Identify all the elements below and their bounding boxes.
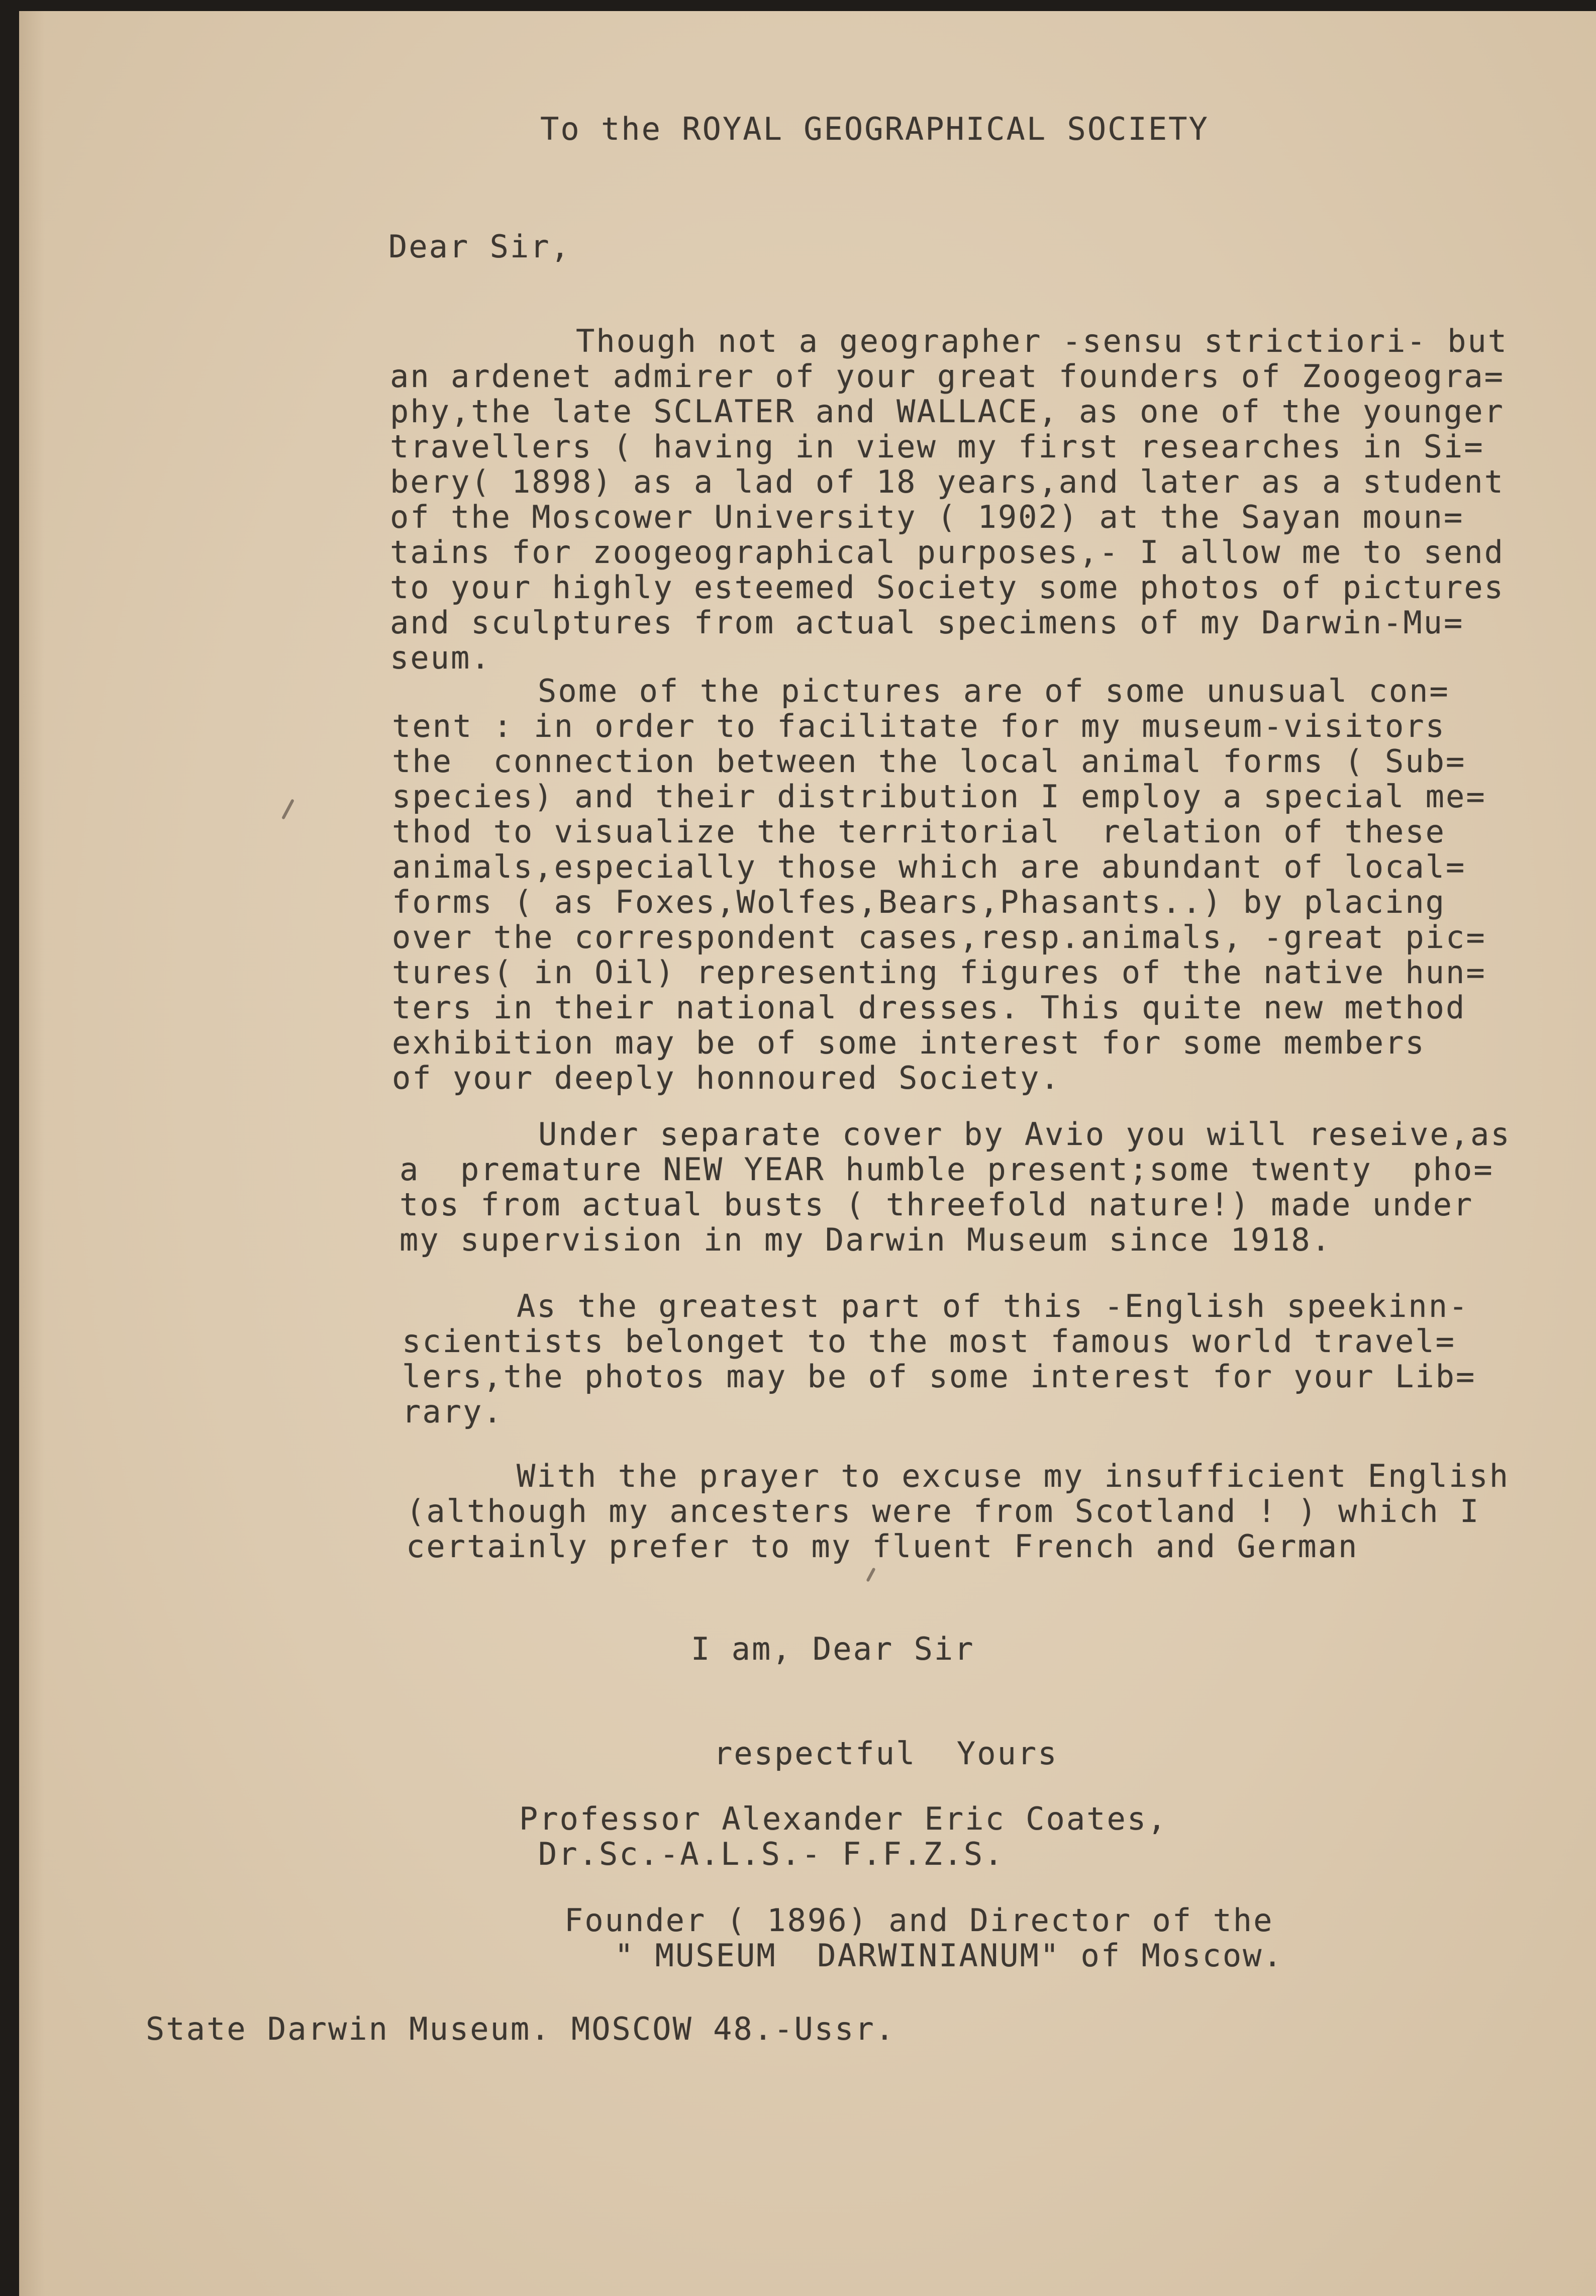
signature-degrees: Dr.Sc.-A.L.S.- F.F.Z.S. bbox=[538, 1836, 1005, 1872]
text-line: certainly prefer to my fluent French and German bbox=[406, 1528, 1359, 1565]
letter-page bbox=[19, 11, 1596, 2296]
text-line: seum. bbox=[390, 639, 491, 676]
text-line: tains for zoogeographical purposes,- I allow me to send bbox=[390, 534, 1505, 570]
letter-salutation: Dear Sir, bbox=[388, 228, 571, 265]
text-line: thod to visualize the territorial relation of these bbox=[392, 813, 1446, 850]
paragraph-pictures bbox=[392, 673, 1596, 1186]
closing-yours: respectful Yours bbox=[714, 1735, 1058, 1772]
text-line: As the greatest part of this -English speekinn- bbox=[517, 1288, 1469, 1324]
text-line: of your deeply honnoured Society. bbox=[392, 1060, 1061, 1096]
pen-mark bbox=[281, 799, 294, 820]
text-line: an ardenet admirer of your great founders of Zoogeogra= bbox=[390, 358, 1505, 395]
text-line: travellers ( having in view my first researches in Si= bbox=[390, 428, 1484, 465]
signature-name: Professor Alexander Eric Coates, bbox=[519, 1800, 1168, 1837]
text-line: to your highly esteemed Society some photos of pictures bbox=[390, 569, 1505, 606]
text-line: tures( in Oil) representing figures of the native hun= bbox=[392, 954, 1486, 991]
closing-line: I am, Dear Sir bbox=[691, 1631, 975, 1667]
museum-name: " MUSEUM DARWINIANUM" of Moscow. bbox=[615, 1937, 1283, 1974]
text-line: With the prayer to excuse my insufficient English bbox=[517, 1458, 1510, 1494]
text-line: ters in their national dresses. This quite new method bbox=[392, 989, 1466, 1026]
text-line: tent : in order to facilitate for my museum-visitors bbox=[392, 708, 1446, 744]
text-line: of the Moscower University ( 1902) at the Sayan moun= bbox=[390, 499, 1464, 535]
text-line: bery( 1898) as a lad of 18 years,and later as a student bbox=[390, 463, 1505, 500]
text-line: Though not a geographer -sensu strictiori- but bbox=[576, 323, 1509, 359]
text-line: rary. bbox=[402, 1393, 504, 1430]
text-line: species) and their distribution I employ a special me= bbox=[392, 778, 1486, 815]
text-line: over the correspondent cases,resp.animals, -great pic= bbox=[392, 919, 1486, 955]
text-line: tos from actual busts ( threefold nature!) made under bbox=[400, 1186, 1474, 1223]
letter-addressee: To the ROYAL GEOGRAPHICAL SOCIETY bbox=[540, 111, 1209, 147]
text-line: exhibition may be of some interest for some members bbox=[392, 1024, 1426, 1061]
text-line: Under separate cover by Avio you will reseive,as bbox=[538, 1116, 1511, 1153]
text-line: Some of the pictures are of some unusual con= bbox=[538, 673, 1450, 709]
text-line: phy,the late SCLATER and WALLACE, as one of the younger bbox=[390, 393, 1505, 430]
sender-address: State Darwin Museum. MOSCOW 48.-Ussr. bbox=[146, 2011, 896, 2047]
text-line: lers,the photos may be of some interest for your Lib= bbox=[402, 1358, 1476, 1395]
text-line: (although my ancesters were from Scotland ! ) which I bbox=[406, 1493, 1480, 1529]
paragraph-english bbox=[406, 1458, 1596, 1641]
text-line: a premature NEW YEAR humble present;some twenty pho= bbox=[400, 1151, 1494, 1188]
text-line: the connection between the local animal forms ( Sub= bbox=[392, 743, 1466, 780]
text-line: and sculptures from actual specimens of my Darwin-Mu= bbox=[390, 604, 1464, 641]
text-line: forms ( as Foxes,Wolfes,Bears,Phasants..) by placing bbox=[392, 884, 1446, 920]
text-line: my supervision in my Darwin Museum since 1918. bbox=[400, 1221, 1332, 1258]
text-line: scientists belonget to the most famous world travel= bbox=[402, 1323, 1456, 1360]
position-title: Founder ( 1896) and Director of the bbox=[564, 1902, 1274, 1939]
text-line: animals,especially those which are abundant of local= bbox=[392, 848, 1466, 885]
